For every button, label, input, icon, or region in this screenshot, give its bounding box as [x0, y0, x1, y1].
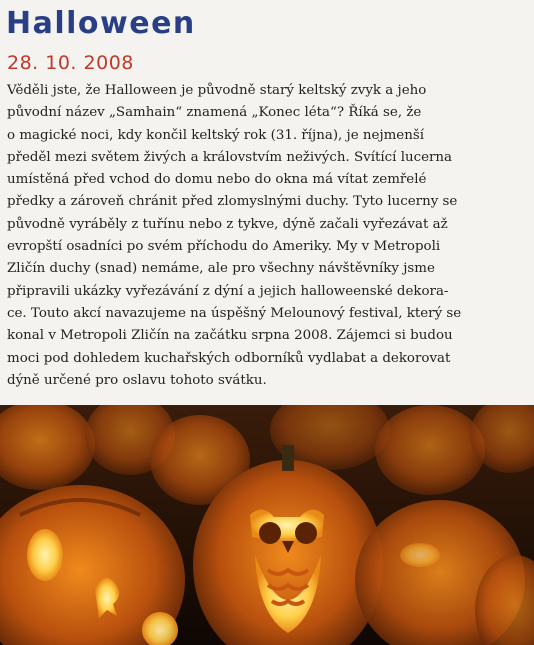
body-line: ce. Touto akcí navazujeme na úspěšný Meloun​ový festival, který se [7, 305, 462, 321]
body-line: původní název „Samhain“ znamená „Konec léta“? Říká se, že [7, 105, 422, 121]
body-line: evropští osadníci po svém příchodu do Ameriky. My v Metropoli [7, 239, 441, 255]
body-line: konal v Metropoli Zličín na začátku srpna 2008. Zájemci si budou [7, 328, 453, 344]
body-line: připravili ukázky vyřezávání z dýní a jejich halloweenské dekora- [7, 283, 449, 299]
body-line: předky a zároveň chránit před zlomyslnými duchy. Tyto lucerny se [7, 194, 458, 210]
body-line: původně vyráběly z tuřínu nebo z tykve, dýně začali vyřezávat až [7, 216, 448, 232]
pumpkin-photo [0, 405, 534, 645]
body-line: o magické noci, kdy končil keltský rok (31. října), je nejmenší [7, 127, 424, 143]
body-line: Zličín duchy (snad) nemáme, ale pro všechny návštěvníky jsme [7, 261, 435, 277]
article-title: Halloween [6, 6, 196, 41]
article-body [7, 80, 519, 392]
jack-o-lanterns-illustration [0, 405, 534, 645]
body-line: dýně určené pro oslavu tohoto svátku. [7, 372, 267, 388]
article-date: 28. 10. 2008 [7, 52, 134, 74]
body-line: předěl mezi světem živých a královstvím neživých. Svítící lucerna [7, 149, 453, 165]
body-line: umístěná před vchod do domu nebo do okna má vítat zemřelé [7, 172, 427, 188]
body-line: moci pod dohledem kuchařských odborníků vydlabat a dekorovat [7, 350, 451, 366]
body-line: Věděli jste, že Halloween je původně starý keltský zvyk a jeho [7, 83, 427, 98]
